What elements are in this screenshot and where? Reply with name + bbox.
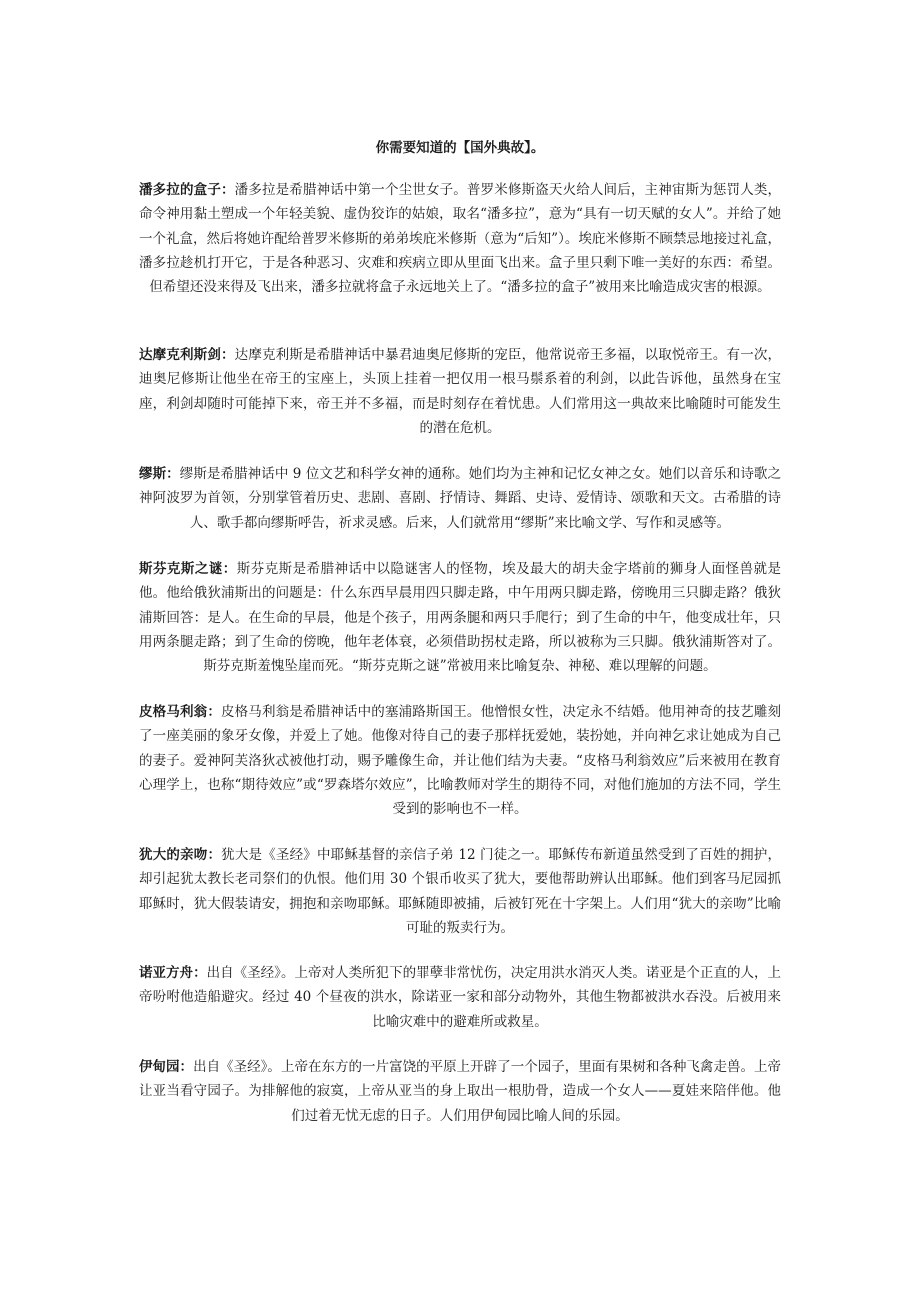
entry-damocles xyxy=(139,343,781,440)
entry-pandora xyxy=(139,178,781,299)
entry-term: 诺亚方舟： xyxy=(139,965,207,981)
entry-muse xyxy=(139,462,781,535)
entry-pygmalion xyxy=(139,700,781,821)
entry-term: 皮格马利翁： xyxy=(139,704,221,720)
entry-sphinx xyxy=(139,557,781,678)
entry-text: 皮格马利翁是希腊神话中的塞浦路斯国王。他憎恨女性，决定永不结婚。他用神奇的技艺雕刻了一座美丽的象牙女像，并爱上了她。他像对待自己的妻子那样抚爱她，装扮她，并向神乞求让她成为自己的妻子。爱神阿芙洛狄忒被他打动，赐予雕像生命，并让他们结为夫妻。“皮格马利翁效应”后来被用在教育心理学上，也称“期待效应”或“罗森塔尔效应”，比喻教师对学生的期待不同，对他们施加的方法不同，学生受到的影响也不一样。 xyxy=(139,704,782,818)
entry-term: 斯芬克斯之谜： xyxy=(139,561,237,577)
entry-text: 缪斯是希腊神话中 9 位文艺和科学女神的通称。她们均为主神和记忆女神之女。她们以音乐和诗歌之神阿波罗为首领，分别掌管着历史、悲剧、喜剧、抒情诗、舞蹈、史诗、爱情诗、颂歌和天文。古希腊的诗人、歌手都向缪斯呼告，祈求灵感。后来，人们就常用“缪斯”来比喻文学、写作和灵感等。 xyxy=(139,466,782,531)
entry-term: 犹大的亲吻： xyxy=(139,847,222,863)
document-title: 你需要知道的【国外典故】。 xyxy=(375,140,545,156)
entry-judas-kiss xyxy=(139,843,781,940)
entry-term: 潘多拉的盒子： xyxy=(139,182,235,198)
entry-text: 出自《圣经》。上帝在东方的一片富饶的平原上开辟了一个园子，里面有果树和各种飞禽走兽。上帝让亚当看守园子。为排解他的寂寞，上帝从亚当的身上取出一根肋骨，造成一个女人——夏娃来陪伴他。他们过着无忧无虑的日子。人们用伊甸园比喻人间的乐园。 xyxy=(139,1059,782,1124)
entry-text: 犹大是《圣经》中耶稣基督的亲信子弟 12 门徒之一。耶稣传布新道虽然受到了百姓的拥护，却引起犹太教长老司祭们的仇恨。他们用 30 个银币收买了犹大，要他帮助辨认出耶稣。他们到客马尼园抓耶稣时，犹大假装请安，拥抱和亲吻耶稣。耶稣随即被捕，后被钉死在十字架上。人们用“犹大的亲吻”比喻可耻的叛卖行为。 xyxy=(139,847,781,936)
entry-text: 达摩克利斯是希腊神话中暴君迪奥尼修斯的宠臣，他常说帝王多福，以取悦帝王。有一次，迪奥尼修斯让他坐在帝王的宝座上，头顶上挂着一把仅用一根马鬃系着的利剑，以此告诉他，虽然身在宝座，利剑却随时可能掉下来，帝王并不多福，而是时刻存在着忧患。人们常用这一典故来比喻随时可能发生的潜在危机。 xyxy=(139,347,782,436)
entry-term: 缪斯： xyxy=(139,466,180,482)
entry-term: 达摩克利斯剑： xyxy=(139,347,235,363)
entry-text: 潘多拉是希腊神话中第一个尘世女子。普罗米修斯盗天火给人间后，主神宙斯为惩罚人类，命令神用黏土塑成一个年轻美貌、虚伪狡诈的姑娘，取名“潘多拉”，意为“具有一切天赋的女人”。并给了她一个礼盒，然后将她许配给普罗米修斯的弟弟埃庇米修斯（意为“后知”）。埃庇米修斯不顾禁忌地接过礼盒，潘多拉趁机打开它，于是各种恶习、灾难和疾病立即从里面飞出来。盒子里只剩下唯一美好的东西：希望。但希望还没来得及飞出来，潘多拉就将盒子永远地关上了。“潘多拉的盒子”被用来比喻造成灾害的根源。 xyxy=(139,182,782,296)
entry-text: 出自《圣经》。上帝对人类所犯下的罪孽非常忧伤，决定用洪水消灭人类。诺亚是个正直的人，上帝吩咐他造船避灾。经过 40 个昼夜的洪水，除诺亚一家和部分动物外，其他生物都被洪水吞没。后被用来比喻灾难中的避难所或救星。 xyxy=(139,965,782,1030)
entry-eden xyxy=(139,1055,781,1128)
entry-text: 斯芬克斯是希腊神话中以隐谜害人的怪物，埃及最大的胡夫金字塔前的狮身人面怪兽就是他。他给俄狄浦斯出的问题是：什么东西早晨用四只脚走路，中午用两只脚走路，傍晚用三只脚走路？俄狄浦斯回答：是人。在生命的早晨，他是个孩子，用两条腿和两只手爬行；到了生命的中午，他变成壮年，只用两条腿走路；到了生命的傍晚，他年老体衰，必须借助拐杖走路，所以被称为三只脚。俄狄浦斯答对了。斯芬克斯羞愧坠崖而死。“斯芬克斯之谜”常被用来比喻复杂、神秘、难以理解的问题。 xyxy=(139,561,782,675)
entry-term: 伊甸园： xyxy=(139,1059,194,1075)
entry-noahs-ark xyxy=(139,961,781,1034)
